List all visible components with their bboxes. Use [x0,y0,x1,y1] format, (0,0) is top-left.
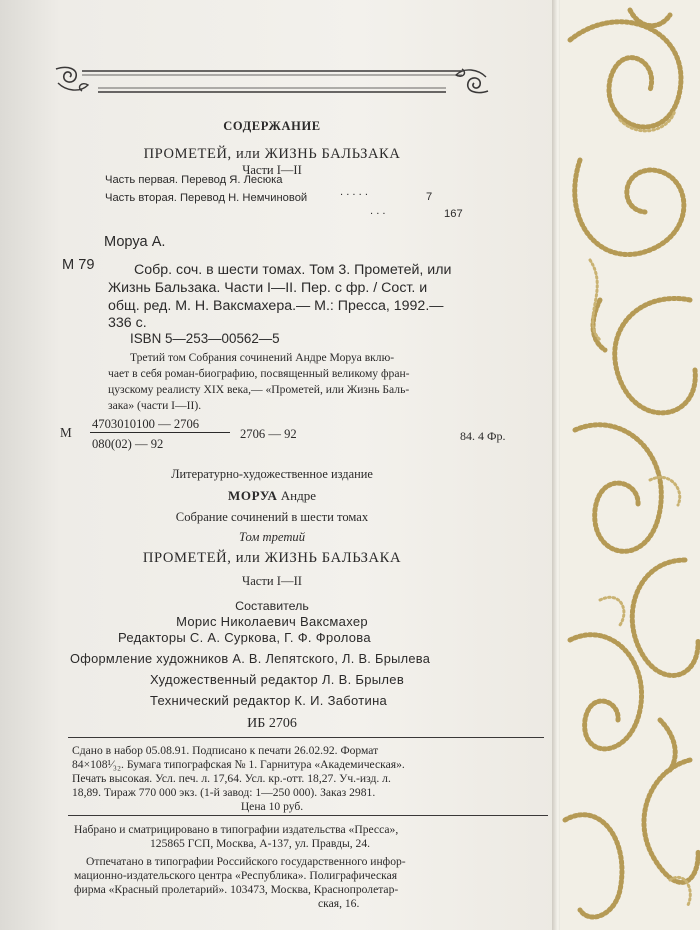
catalog-annotation-line: зака» (части I—II). [108,399,202,412]
contents-work-title: ПРОМЕТЕЙ, или ЖИЗНЬ БАЛЬЗАКА [143,146,401,162]
catalog-annotation-line: Третий том Собрания сочинений Андре Моруа вклю- [130,351,395,364]
printing-line: 125865 ГСП, Москва, А-137, ул. Правды, 24. [150,837,371,850]
imprint-volume: Том третий [238,530,306,544]
formula-denominator: 080(02) — 92 [92,437,164,451]
catalog-author: Моруа А. [104,234,166,250]
formula-numerator: 4703010100 — 2706 [92,417,200,431]
production-line: Сдано в набор 05.08.91. Подписано к печати 26.02.92. Формат [72,744,379,757]
contents-entry-label: Часть первая. Перевод Я. Лесюка [105,174,283,186]
contents-parts: Части I—II [242,163,302,177]
formula-code: 2706 — 92 [240,427,297,441]
imprint-art-editor: Художественный редактор Л. В. Брылев [150,672,405,687]
catalog-annotation-line: чает в себя роман-биографию, посвященный великому фран- [108,367,410,380]
imprint-edition-type: Литературно-художественное издание [171,467,373,481]
catalog-isbn: ISBN 5—253—00562—5 [130,331,280,346]
production-line: 84×108¹⁄₃₂. Бумага типографская № 1. Гарнитура «Академическая». [72,758,405,771]
imprint-parts: Части I—II [242,574,302,588]
catalog-annotation-line: цузскому реалисту XIX века,— «Прометей, или Жизнь Баль- [108,383,410,396]
gold-swirl-pattern-icon [560,0,700,930]
production-price: Цена 10 руб. [240,800,304,813]
catalog-description-line: 336 с. [108,315,147,331]
printing-line: Набрано и сматрицировано в типографии издательства «Пресса», [74,823,399,836]
contents-entry-leader: . . . [370,205,386,217]
imprint-title: ПРОМЕТЕЙ, или ЖИЗНЬ БАЛЬЗАКА [142,550,402,566]
contents-entry [105,172,283,188]
imprint-author-name: Андре [280,488,316,503]
printing-line: мационно-издательского центра «Республика». Полиграфическая [74,869,398,882]
contents-entry-leader: . . . . . [340,186,368,198]
formula-fraction-bar [90,432,230,433]
catalog-description-line: общ. ред. М. Н. Ваксмахера.— М.: Пресса, 1992.— [108,298,444,314]
production-line: Печать высокая. Усл. печ. л. 17,64. Усл. кр.-отт. 18,27. Уч.-изд. л. [72,772,391,785]
printing-line: ская, 16. [318,897,360,910]
imprint-compiler-label: Составитель [235,599,309,613]
production-line: 18,89. Тираж 770 000 экз. (1-й завод: 1—250 000). Заказ 2981. [72,786,376,799]
imprint-design: Оформление художников А. В. Лепятского, Л. В. Брылева [70,651,431,666]
contents-heading: СОДЕРЖАНИЕ [223,119,321,133]
divider-line [68,815,548,816]
imprint-collection: Собрание сочинений в шести томах [175,510,369,524]
formula-letter: М [60,425,72,440]
contents-entry-page: 167 [444,208,463,220]
contents-entry-label: Часть вторая. Перевод Н. Немчиновой [105,192,308,204]
divider-line [68,737,544,738]
catalog-description-line: Собр. соч. в шести томах. Том 3. Прометей, или [134,262,452,278]
catalog-code: М 79 [62,257,95,273]
imprint-editors: Редакторы С. А. Суркова, Г. Ф. Фролова [118,630,371,645]
endpaper [560,0,700,930]
imprint-ib: ИБ 2706 [247,716,297,731]
imprint-compiler-name: Морис Николаевич Ваксмахер [176,614,368,629]
contents-entry-page: 7 [426,191,433,203]
catalog-description-line: Жизнь Бальзака. Части I—II. Пер. с фр. / Сост. и [108,280,428,296]
imprint-author-surname: МОРУА [228,488,278,503]
formula-classification: 84. 4 Фр. [460,429,506,443]
ornament-rule-icon [52,63,492,97]
imprint-author [52,488,492,504]
imprint-tech-editor: Технический редактор К. И. Заботина [150,693,388,708]
printing-line: Отпечатано в типографии Российского государственного инфор- [86,855,406,868]
contents-entry [105,190,307,206]
printing-line: фирма «Красный пролетарий». 103473, Москва, Краснопролетар- [74,883,399,896]
